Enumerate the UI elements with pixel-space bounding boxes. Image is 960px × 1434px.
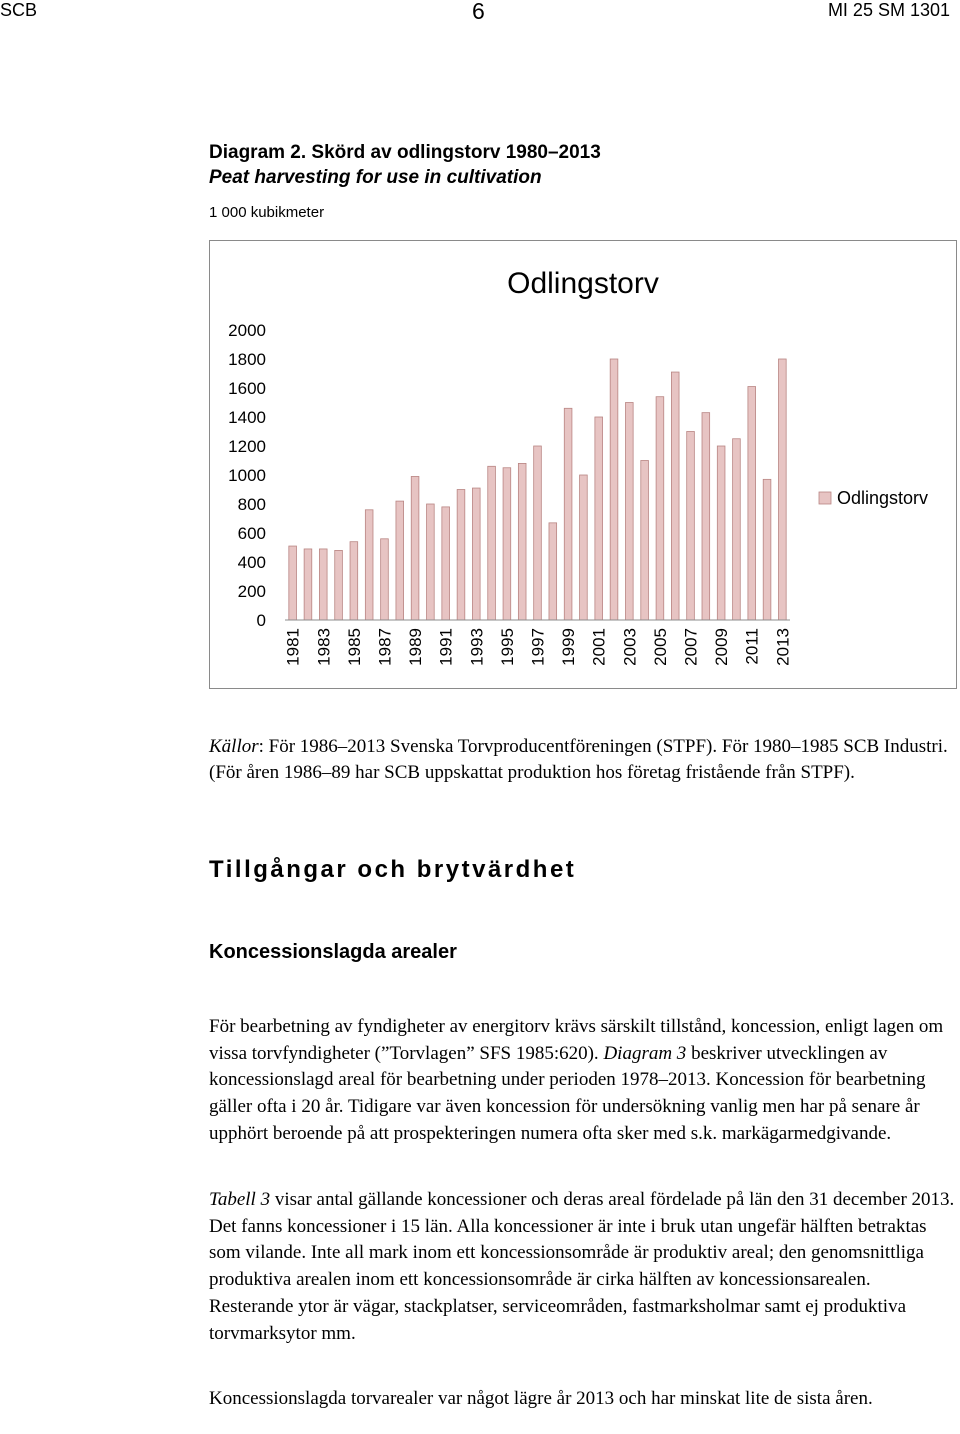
header-right: MI 25 SM 1301	[827, 0, 950, 20]
bar-1995	[503, 468, 511, 620]
y-tick-label: 200	[237, 582, 266, 601]
diagram-3-reference: Diagram 3	[603, 1042, 687, 1064]
x-tick-label: 2007	[681, 628, 701, 666]
chart-frame	[209, 240, 957, 689]
section-title: Tillgångar och brytvärdhet	[209, 856, 577, 883]
bar-2002	[610, 359, 618, 620]
x-tick-label: 2005	[650, 628, 670, 666]
diagram-subtitle: Peat harvesting for use in cultivation	[209, 167, 542, 188]
y-tick-label: 600	[237, 524, 266, 543]
x-axis	[284, 620, 793, 666]
subsection-title: Koncessionslagda arealer	[209, 941, 457, 963]
y-tick-label: 1000	[228, 466, 266, 485]
bar-1993	[472, 488, 480, 620]
bar-2000	[580, 475, 588, 620]
bar-2004	[641, 461, 649, 621]
bars	[289, 359, 786, 620]
bar-2006	[671, 372, 679, 620]
y-tick-label: 400	[237, 553, 266, 572]
bar-1990	[427, 504, 435, 620]
bar-2008	[702, 413, 710, 620]
x-tick-label: 1987	[375, 628, 395, 666]
bar-2007	[687, 432, 695, 621]
paragraph-1-text-a: För bearbetning av fyndigheter av energitorv krävs särskilt tillstånd, koncession, enligt lagen om vissa torvfyndigheter (”Torvlagen” SFS 1985:620).	[209, 1016, 944, 1064]
bar-1999	[564, 408, 572, 620]
y-tick-label: 1600	[228, 379, 266, 398]
bar-1992	[457, 490, 465, 621]
legend	[819, 488, 928, 508]
x-tick-label: 2003	[620, 628, 640, 666]
x-tick-label: 1993	[467, 628, 487, 666]
bar-1996	[518, 463, 526, 620]
bar-2003	[625, 403, 633, 621]
bar-1984	[335, 550, 343, 620]
x-tick-label: 2001	[589, 628, 609, 666]
x-tick-label: 1997	[528, 628, 548, 666]
chart-title: Odlingstorv	[507, 267, 659, 300]
paragraph-1-text-b: beskriver utvecklingen av koncessionslagd areal för bearbetning under perioden 1978–2013. Koncession för bearbetning gäller ofta i 20 år. Tidigare var även koncession för undersökning vanlig men har på senare år upphört beroende på att prospekteringen numera ofta sker med s.k. markägarmedgivande.	[209, 1042, 926, 1144]
y-tick-label: 800	[237, 495, 266, 514]
bar-2005	[656, 397, 664, 620]
x-tick-label: 1999	[559, 628, 579, 666]
bar-1987	[381, 539, 389, 620]
x-tick-label: 2013	[773, 628, 793, 666]
x-tick-label: 1981	[283, 628, 303, 666]
paragraph-3: Koncessionslagda torvarealer var något lägre år 2013 och har minskat lite de sista åren.	[209, 1388, 873, 1409]
bar-1989	[411, 476, 419, 620]
bar-chart	[210, 241, 956, 688]
bar-2009	[717, 446, 725, 620]
x-tick-label: 2011	[742, 628, 762, 665]
bar-1985	[350, 542, 358, 620]
bar-1982	[304, 549, 312, 620]
paragraph-2-text: visar antal gällande koncessioner och deras areal fördelade på län den 31 december 2013. Det fanns koncessioner i 15 län. Alla koncessioner är inte i bruk utan ungefär hälften betraktas som vilande. Inte all mark inom ett koncessionsområde är produktiv areal; den genomsnittliga produktiva arealen inom ett koncessionsområde är cirka hälften av koncessionsarealen. Resterande ytor är vägar, stackplatser, serviceområden, fastmarksholmar samt ej produktiva torvmarksytor mm.	[209, 1189, 955, 1344]
diagram-title: Diagram 2. Skörd av odlingstorv 1980–2013	[209, 142, 601, 163]
bar-1997	[534, 446, 542, 620]
y-tick-label: 1200	[228, 437, 266, 456]
y-axis	[228, 321, 266, 630]
legend-swatch	[819, 492, 831, 504]
page-number: 6	[472, 0, 485, 24]
y-tick-label: 0	[256, 611, 266, 630]
bar-1998	[549, 523, 557, 620]
x-tick-label: 2009	[712, 628, 732, 666]
paragraph-2	[209, 1187, 957, 1347]
header-left: SCB	[0, 0, 38, 20]
bar-2010	[733, 439, 741, 620]
sources-label: Källor	[209, 736, 259, 757]
bar-1991	[442, 507, 450, 620]
bar-1988	[396, 501, 404, 620]
x-tick-label: 1995	[497, 628, 517, 666]
y-tick-label: 2000	[228, 321, 266, 340]
bar-1981	[289, 546, 297, 620]
paragraph-1	[209, 1014, 957, 1148]
x-tick-label: 1985	[344, 628, 364, 666]
sources-note	[209, 734, 954, 786]
legend-label: Odlingstorv	[837, 488, 929, 508]
x-tick-label: 1989	[406, 628, 426, 666]
y-tick-label: 1800	[228, 350, 266, 369]
bar-2013	[779, 359, 787, 620]
bar-1994	[488, 466, 496, 620]
x-tick-label: 1991	[436, 628, 456, 666]
tabell-3-reference: Tabell 3	[209, 1189, 271, 1210]
bar-2011	[748, 387, 756, 620]
bar-1983	[319, 549, 327, 620]
sources-text: : För 1986–2013 Svenska Torvproducentföreningen (STPF). För 1980–1985 SCB Industri. (För åren 1986–89 har SCB uppskattat produktion hos företag fristående från STPF).	[209, 736, 948, 783]
bar-1986	[365, 510, 373, 620]
y-tick-label: 1400	[228, 408, 266, 427]
bar-2012	[763, 479, 771, 620]
bar-2001	[595, 417, 603, 620]
diagram-unit: 1 000 kubikmeter	[209, 204, 325, 221]
x-tick-label: 1983	[314, 628, 334, 666]
